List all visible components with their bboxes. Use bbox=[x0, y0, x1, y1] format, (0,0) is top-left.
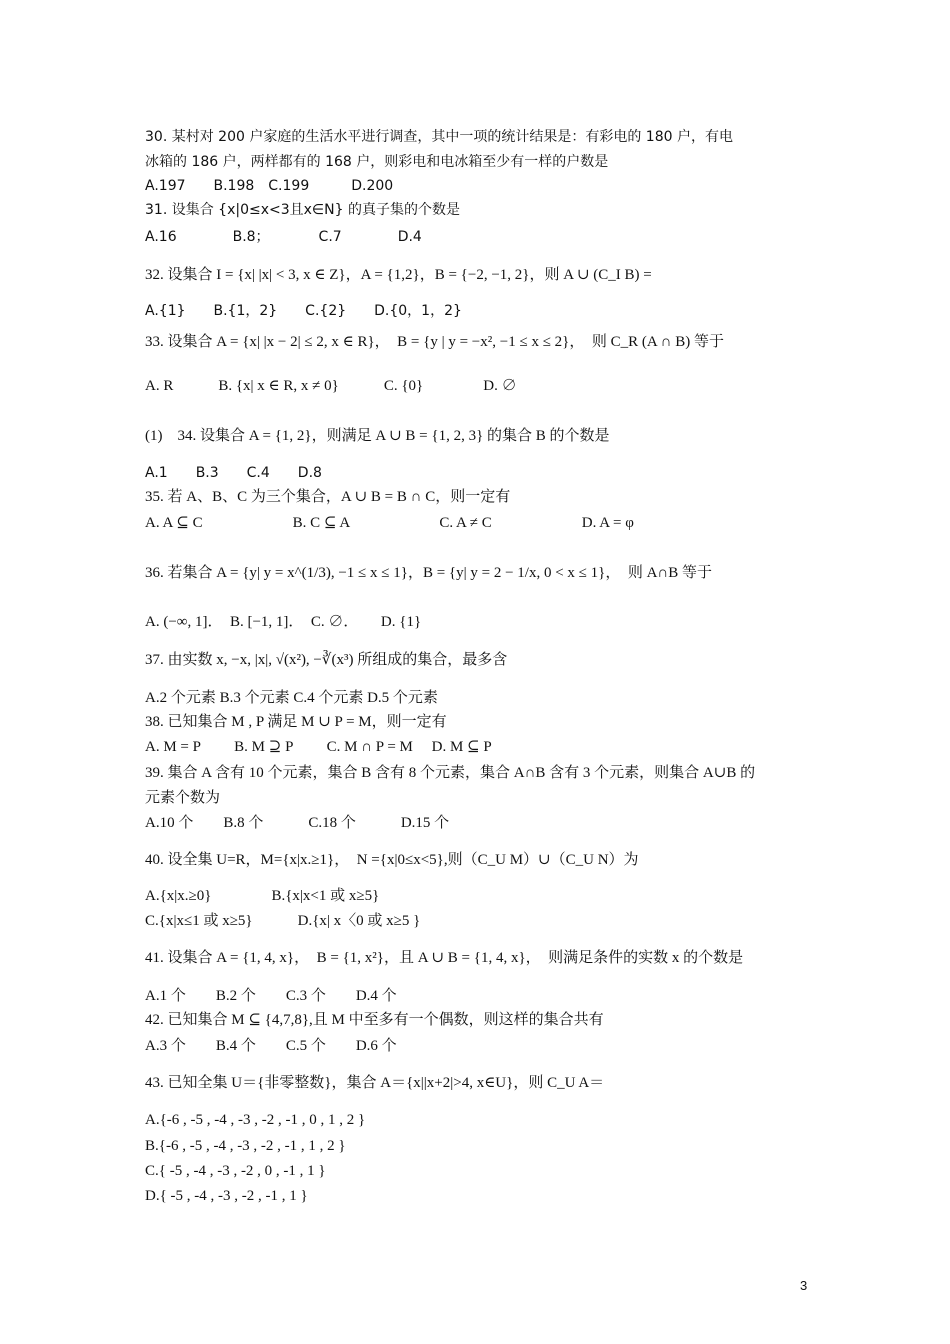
q30-stem-line2: 冰箱的 186 户，两样都有的 168 户，则彩电和电冰箱至少有一样的户数是 bbox=[145, 154, 609, 170]
page-number: 3 bbox=[800, 1278, 808, 1293]
q43-option-b: B.{-6 , -5 , -4 , -3 , -2 , -1 , 1 , 2 } bbox=[145, 1138, 346, 1154]
q31-options: A.16 B.8； C.7 D.4 bbox=[145, 229, 422, 245]
q36-stem: 36. 若集合 A = {y| y = x^(1/3), −1 ≤ x ≤ 1}，B = {y| y = 2 − 1/x, 0 < x ≤ 1}， 则 A∩B 等于 bbox=[145, 565, 713, 581]
q33-stem: 33. 设集合 A = {x| |x − 2| ≤ 2, x ∈ R}， B = {y | y = −x², −1 ≤ x ≤ 2}， 则 C_R (A ∩ B) 等于 bbox=[145, 334, 724, 350]
q33-options: A. R B. {x| x ∈ R, x ≠ 0} C. {0} D. ∅ bbox=[145, 378, 517, 394]
q38-options: A. M = P B. M ⊇ P C. M ∩ P = M D. M ⊆ P bbox=[145, 739, 492, 755]
q37-stem: 37. 由实数 x, −x, |x|, √(x²), −∛(x³) 所组成的集合，最多含 bbox=[145, 652, 508, 668]
q36-options: A. (−∞, 1]． B. [−1, 1]． C. ∅． D. {1} bbox=[145, 614, 422, 630]
q35-stem: 35. 若 A、B、C 为三个集合，A ∪ B = B ∩ C，则一定有 bbox=[145, 489, 511, 505]
q37-options: A.2 个元素 B.3 个元素 C.4 个元素 D.5 个元素 bbox=[145, 690, 438, 706]
q38-stem: 38. 已知集合 M , P 满足 M ∪ P = M，则一定有 bbox=[145, 714, 447, 730]
q34-stem: (1) 34. 设集合 A = {1, 2}，则满足 A ∪ B = {1, 2, 3} 的集合 B 的个数是 bbox=[145, 428, 610, 444]
q31-stem: 31. 设集合 {x|0≤x<3且x∈N} 的真子集的个数是 bbox=[145, 202, 460, 218]
q40-options-row2: C.{x|x≤1 或 x≥5} D.{x| x〈0 或 x≥5 } bbox=[145, 913, 421, 929]
q30-options: A.197 B.198 C.199 D.200 bbox=[145, 178, 394, 194]
q43-option-d: D.{ -5 , -4 , -3 , -2 , -1 , 1 } bbox=[145, 1188, 308, 1204]
q40-stem: 40. 设全集 U=R，M={x|x.≥1}， N ={x|0≤x<5},则（C_U M）∪（C_U N）为 bbox=[145, 852, 639, 868]
q42-stem: 42. 已知集合 M ⊆ {4,7,8},且 M 中至多有一个偶数，则这样的集合共有 bbox=[145, 1012, 604, 1028]
q41-options: A.1 个 B.2 个 C.3 个 D.4 个 bbox=[145, 988, 397, 1004]
q43-stem: 43. 已知全集 U＝{非零整数}，集合 A＝{x||x+2|>4, x∈U}，则 C_U A＝ bbox=[145, 1075, 605, 1091]
q34-options: A.1 B.3 C.4 D.8 bbox=[145, 465, 322, 481]
q39-options: A.10 个 B.8 个 C.18 个 D.15 个 bbox=[145, 815, 450, 831]
q35-options: A. A ⊆ C B. C ⊆ A C. A ≠ C D. A = φ bbox=[145, 515, 634, 531]
q30-stem-line1: 30. 某村对 200 户家庭的生活水平进行调查，其中一项的统计结果是：有彩电的 180 户，有电 bbox=[145, 129, 733, 145]
q40-options-row1: A.{x|x.≥0} B.{x|x<1 或 x≥5} bbox=[145, 888, 380, 904]
q42-options: A.3 个 B.4 个 C.5 个 D.6 个 bbox=[145, 1038, 397, 1054]
q43-option-c: C.{ -5 , -4 , -3 , -2 , 0 , -1 , 1 } bbox=[145, 1163, 326, 1179]
q39-stem-line1: 39. 集合 A 含有 10 个元素，集合 B 含有 8 个元素，集合 A∩B 含有 3 个元素，则集合 A∪B 的 bbox=[145, 765, 756, 781]
q43-option-a: A.{-6 , -5 , -4 , -3 , -2 , -1 , 0 , 1 , 2 } bbox=[145, 1112, 366, 1128]
q32-stem: 32. 设集合 I = {x| |x| < 3, x ∈ Z}，A = {1,2}，B = {−2, −1, 2}，则 A ∪ (C_I B) = bbox=[145, 267, 652, 283]
q39-stem-line2: 元素个数为 bbox=[145, 790, 221, 806]
q32-options: A.{1} B.{1，2} C.{2} D.{0，1，2} bbox=[145, 303, 462, 319]
q41-stem: 41. 设集合 A = {1, 4, x}， B = {1, x²}，且 A ∪ B = {1, 4, x}， 则满足条件的实数 x 的个数是 bbox=[145, 950, 744, 966]
